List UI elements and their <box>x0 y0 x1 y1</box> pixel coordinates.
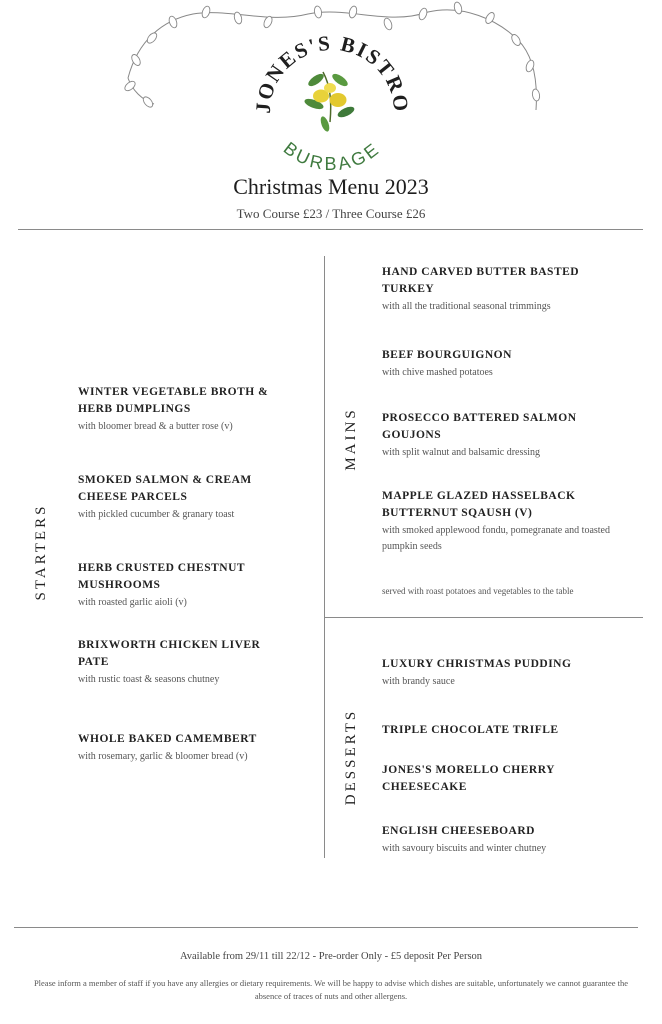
allergy-notice: Please inform a member of staff if you have any allergies or dietary requirements. We will be happy to advise which dishes are suitable, unfortunately we cannot guarantee the absence of traces of nuts and other allergens. <box>33 978 629 1001</box>
menu-item <box>78 731 293 765</box>
item-name: JONES'S MORELLO CHERRY CHEESECAKE <box>382 764 555 793</box>
menu-item <box>78 560 293 611</box>
starters-label: STARTERS <box>33 503 49 601</box>
item-desc: with pickled cucumber & granary toast <box>78 509 235 520</box>
menu-item <box>78 637 293 688</box>
menu-item <box>382 264 597 315</box>
menu-item <box>382 722 622 739</box>
logo-top-text: JONES'S BISTRO <box>250 30 414 115</box>
item-desc: with all the traditional seasonal trimmings <box>382 301 551 312</box>
item-desc: with split walnut and balsamic dressing <box>382 447 541 458</box>
menu-title: Christmas Menu 2023 <box>233 174 429 199</box>
mains-desserts-divider <box>324 617 643 618</box>
availability-text: Available from 29/11 till 22/12 - Pre-order Only - £5 deposit Per Person <box>179 951 483 962</box>
item-name: TRIPLE CHOCOLATE TRIFLE <box>382 724 559 736</box>
item-name: HAND CARVED BUTTER BASTED TURKEY <box>382 266 580 295</box>
menu-item <box>382 347 622 381</box>
item-name: ENGLISH CHEESEBOARD <box>382 825 535 837</box>
desserts-label: DESSERTS <box>343 708 359 806</box>
item-name: BEEF BOURGUIGNON <box>382 349 512 361</box>
item-name: MAPPLE GLAZED HASSELBACK BUTTERNUT SQAUSH (V) <box>382 490 576 519</box>
item-desc: with rosemary, garlic & bloomer bread (v) <box>78 751 248 762</box>
item-desc: with savoury biscuits and winter chutney <box>382 843 547 854</box>
item-name: LUXURY CHRISTMAS PUDDING <box>382 658 572 670</box>
bistro-logo <box>118 0 544 172</box>
mains-label: MAINS <box>343 407 359 471</box>
item-name: SMOKED SALMON & CREAM CHEESE PARCELS <box>78 474 252 503</box>
item-name: BRIXWORTH CHICKEN LIVER PATE <box>78 639 261 668</box>
logo-bottom-text: BURBAGE <box>279 137 385 172</box>
column-divider <box>324 256 325 858</box>
menu-item <box>382 762 597 796</box>
item-desc: with smoked applewood fondu, pomegranate and toasted pumpkin seeds <box>382 525 610 552</box>
menu-item <box>78 472 293 523</box>
item-desc: with rustic toast & seasons chutney <box>78 674 220 685</box>
item-desc: with bloomer bread & a butter rose (v) <box>78 421 233 432</box>
header-divider <box>18 229 643 230</box>
menu-item <box>78 384 293 435</box>
item-desc: with brandy sauce <box>382 676 455 687</box>
item-name: WINTER VEGETABLE BROTH & HERB DUMPLINGS <box>78 386 269 415</box>
footer-divider <box>14 927 638 928</box>
item-name: PROSECCO BATTERED SALMON GOUJONS <box>382 412 577 441</box>
menu-item <box>382 488 632 555</box>
menu-pricing: Two Course £23 / Three Course £26 <box>236 206 426 221</box>
item-desc: with roasted garlic aioli (v) <box>78 597 187 608</box>
item-desc: with chive mashed potatoes <box>382 367 493 378</box>
lemon-sprig-icon <box>303 72 356 133</box>
item-name: HERB CRUSTED CHESTNUT MUSHROOMS <box>78 562 245 591</box>
menu-item <box>382 410 597 461</box>
item-name: WHOLE BAKED CAMEMBERT <box>78 733 257 745</box>
menu-item <box>382 656 622 690</box>
mains-note: served with roast potatoes and vegetables to the table <box>382 586 574 596</box>
menu-item <box>382 823 632 857</box>
